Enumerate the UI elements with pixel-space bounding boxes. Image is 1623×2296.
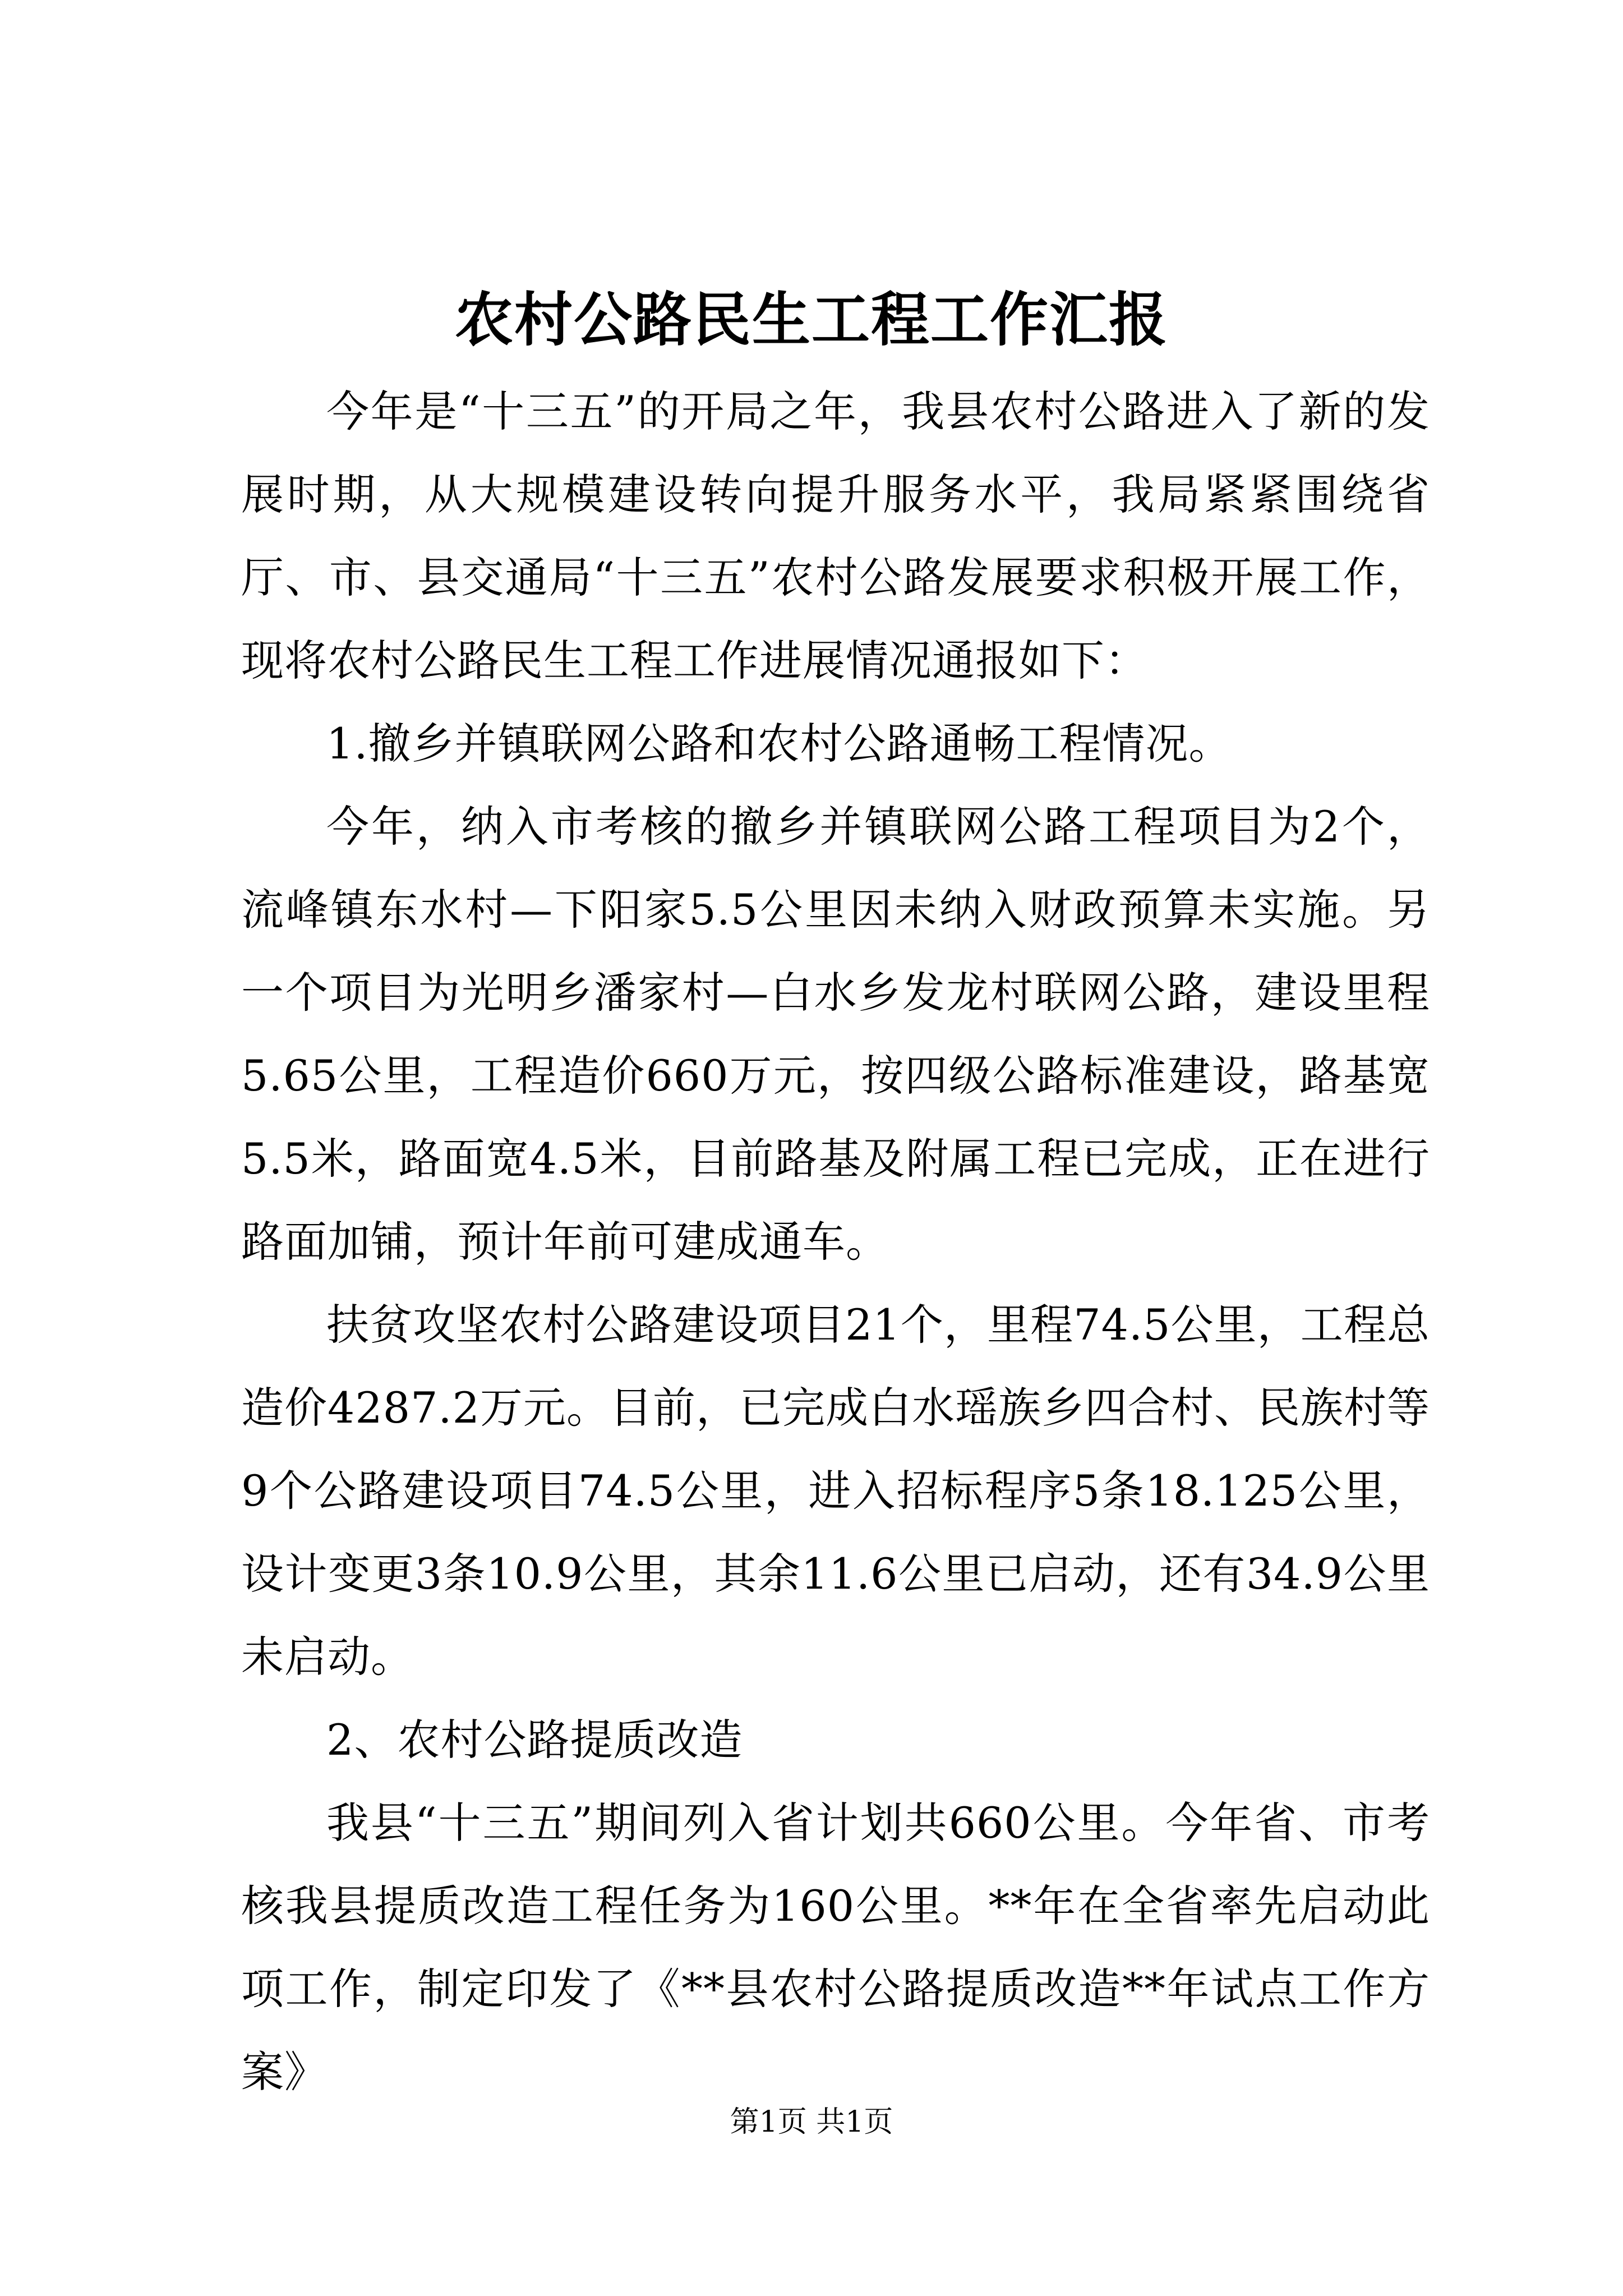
paragraph-intro: 今年是“十三五”的开局之年，我县农村公路进入了新的发展时期，从大规模建设转向提升服务水平，我局紧紧围绕省厅、市、县交通局“十三五”农村公路发展要求积极开展工作，现将农村公路民生工程工作进展情况通报如下： bbox=[241, 386, 1430, 685]
paragraph-poverty-roads: 扶贫攻坚农村公路建设项目21个，里程74.5公里，工程总造价4287.2万元。目前，已完成白水瑶族乡四合村、民族村等9个公路建设项目74.5公里，进入招标程序5条18.125公里，设计变更3条10.9公里，其余11.6公里已启动，还有34.9公里未启动。 bbox=[241, 1300, 1430, 1682]
paragraph-upgrade: 我县“十三五”期间列入省计划共660公里。今年省、市考核我县提质改造工程任务为160公里。**年在全省率先启动此项工作，制定印发了《**县农村公路提质改造**年试点工作方案》 bbox=[241, 1798, 1430, 2097]
paragraph-township-roads: 今年，纳入市考核的撤乡并镇联网公路工程项目为2个，流峰镇东水村—下阳家5.5公里因未纳入财政预算未实施。另一个项目为光明乡潘家村—白水乡发龙村联网公路，建设里程5.65公里，工程造价660万元，按四级公路标准建设，路基宽5.5米，路面宽4.5米，目前路基及附属工程已完成，正在进行路面加铺，预计年前可建成通车。 bbox=[241, 802, 1430, 1267]
section-heading-2: 2、农村公路提质改造 bbox=[326, 1715, 743, 1765]
section-heading-1: 1.撤乡并镇联网公路和农村公路通畅工程情况。 bbox=[326, 719, 1232, 769]
document-title: 农村公路民生工程工作汇报 bbox=[454, 285, 1168, 354]
page-number-footer: 第1页 共1页 bbox=[730, 2105, 893, 2139]
document-body bbox=[241, 370, 1430, 2114]
